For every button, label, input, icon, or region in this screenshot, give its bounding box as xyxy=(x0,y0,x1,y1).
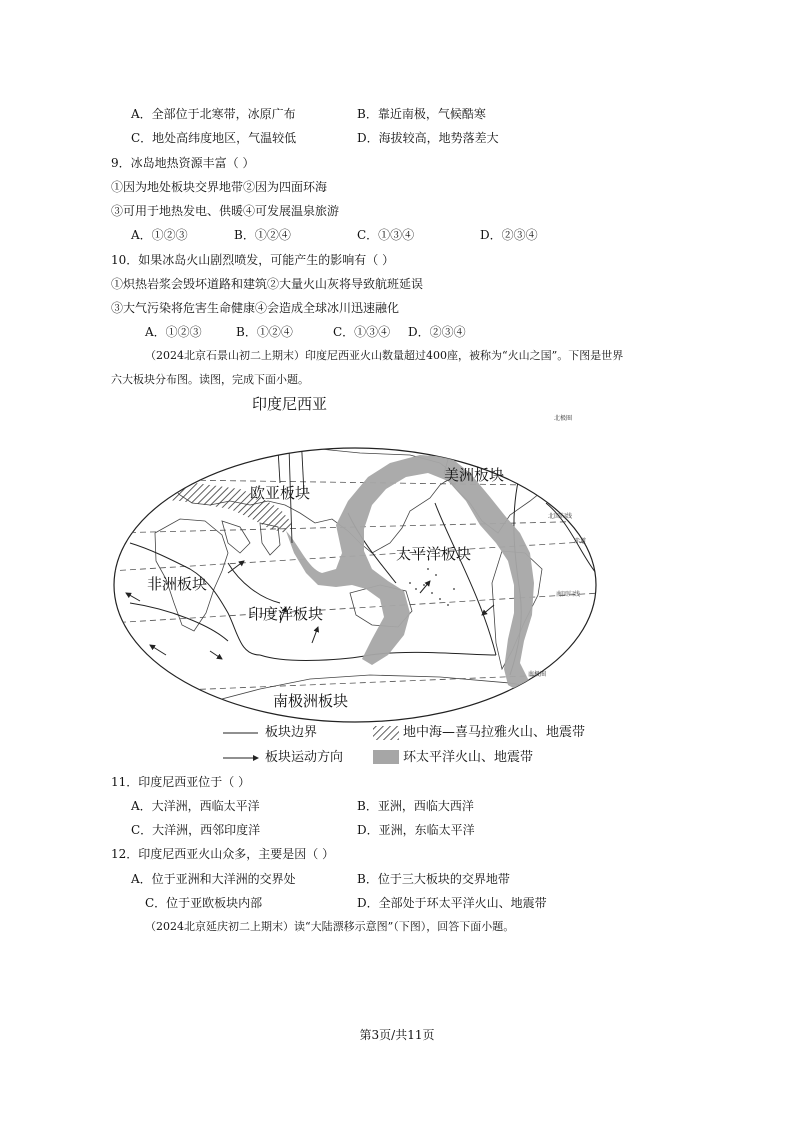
q11-option-a: A．大洋洲，西临太平洋 xyxy=(131,799,260,813)
q12-stem: 12．印度尼西亚火山众多，主要是因（ ） xyxy=(111,847,335,861)
q12-option-c: C．位于亚欧板块内部 xyxy=(145,896,263,910)
legend-ring-label: 环太平洋火山、地震带 xyxy=(403,750,534,765)
q9-line2: ③可用于地热发电、供暖④可发展温泉旅游 xyxy=(111,204,340,218)
african-plate-label: 非洲板块 xyxy=(147,575,208,593)
q9-option-c: C．①③④ xyxy=(357,228,415,242)
indonesia-callout: 印度尼西亚 xyxy=(252,395,328,413)
q9-option-b: B．①②④ xyxy=(234,228,291,242)
q12-option-b: B．位于三大板块的交界地带 xyxy=(357,872,510,886)
equator-label: 赤道 xyxy=(574,538,587,545)
q11-option-c: C．大洋洲，西邻印度洋 xyxy=(131,823,261,837)
q8-option-d: D．海拔较高，地势落差大 xyxy=(357,131,499,145)
intro-1-line1: （2024北京石景山初二上期末）印度尼西亚火山数量超过400座，被称为“火山之国”。下图是世界 xyxy=(145,349,624,362)
q10-line1: ①炽热岩浆会毁坏道路和建筑②大量火山灰将导致航班延误 xyxy=(111,277,424,291)
q10-line2: ③大气污染将危害生命健康④会造成全球冰川迅速融化 xyxy=(111,301,400,315)
legend-hatch-label: 地中海—喜马拉雅火山、地震带 xyxy=(403,725,586,740)
q11-stem: 11．印度尼西亚位于（ ） xyxy=(111,775,251,789)
q10-stem: 10．如果冰岛火山剧烈喷发，可能产生的影响有（ ） xyxy=(111,253,395,267)
q12-option-a: A．位于亚洲和大洋洲的交界处 xyxy=(131,872,296,886)
q9-stem: 9．冰岛地热资源丰富（ ） xyxy=(111,156,255,170)
q10-option-c: C．①③④ xyxy=(333,325,391,339)
q11-option-b: B．亚洲，西临大西洋 xyxy=(357,799,474,813)
eurasian-plate-label: 欧亚板块 xyxy=(250,484,311,502)
antarctic-plate-label: 南极洲板块 xyxy=(273,692,349,710)
q9-option-d: D．②③④ xyxy=(480,228,538,242)
q11-option-d: D．亚洲，东临太平洋 xyxy=(357,823,475,837)
tropic-capricorn-label: 南回归线 xyxy=(556,591,581,598)
antarctic-circle-label: 南极圈 xyxy=(528,671,547,678)
q10-option-d: D．②③④ xyxy=(408,325,466,339)
legend-ring-icon xyxy=(373,750,399,764)
q9-line1: ①因为地处板块交界地带②因为四面环海 xyxy=(111,180,328,194)
legend-hatch-icon xyxy=(373,726,399,740)
legend-direction-label: 板块运动方向 xyxy=(265,750,344,765)
tropic-cancer-label: 北回归线 xyxy=(548,513,573,520)
page-number: 第3页/共11页 xyxy=(359,1028,435,1042)
q8-option-b: B．靠近南极，气候酷寒 xyxy=(357,107,486,121)
arctic-circle-label: 北极圈 xyxy=(554,415,573,422)
legend-boundary-label: 板块边界 xyxy=(265,725,318,740)
q8-option-c: C．地处高纬度地区，气温较低 xyxy=(131,131,297,145)
american-plate-label: 美洲板块 xyxy=(444,466,505,484)
intro-2: （2024北京延庆初二上期末）读“大陆漂移示意图”（下图），回答下面小题。 xyxy=(145,920,515,933)
q10-option-a: A．①②③ xyxy=(145,325,202,339)
pacific-plate-label: 太平洋板块 xyxy=(396,545,472,563)
plate-map xyxy=(110,393,600,773)
q9-option-a: A．①②③ xyxy=(131,228,188,242)
intro-1-line2: 六大板块分布图。读图，完成下面小题。 xyxy=(111,373,309,386)
indian-ocean-plate-label: 印度洋板块 xyxy=(248,605,324,623)
q8-option-a: A．全部位于北寒带，冰原广布 xyxy=(131,107,296,121)
q12-option-d: D．全部处于环太平洋火山、地震带 xyxy=(357,896,547,910)
q10-option-b: B．①②④ xyxy=(236,325,293,339)
